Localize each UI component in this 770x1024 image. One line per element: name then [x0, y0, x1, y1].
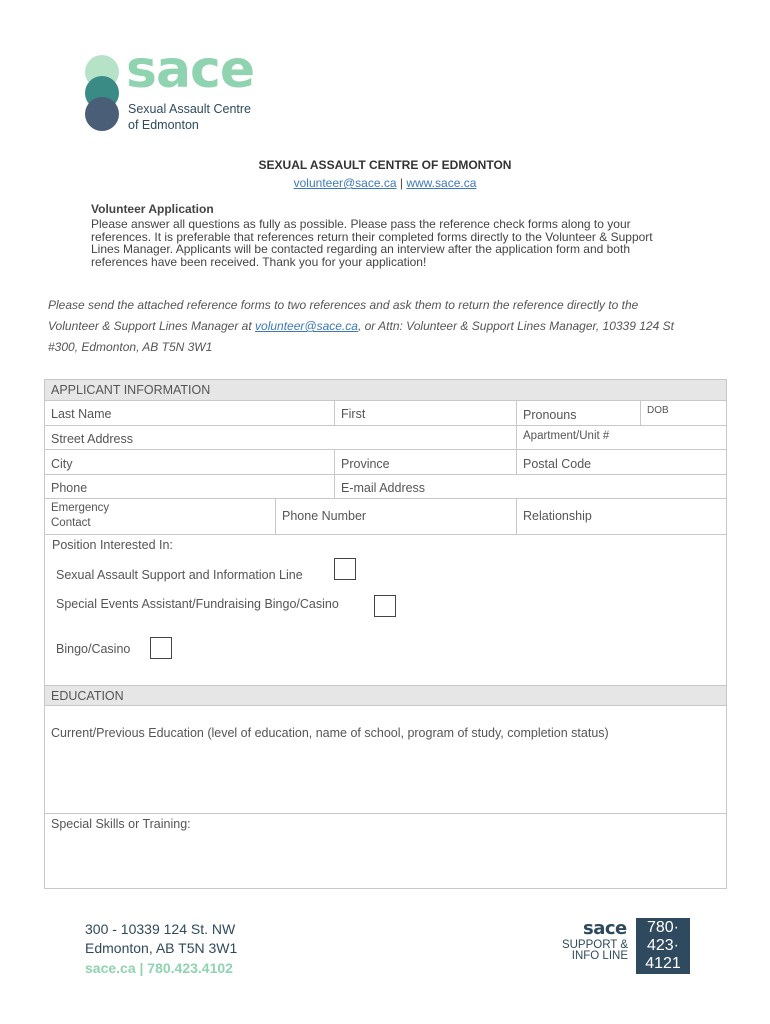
- dob-field[interactable]: [641, 401, 726, 426]
- emergency-contact-field[interactable]: [45, 499, 276, 535]
- pronouns-field[interactable]: [517, 401, 641, 426]
- footer-web-phone[interactable]: sace.ca | 780.423.4102: [85, 960, 233, 976]
- phone-field[interactable]: [45, 475, 335, 499]
- support-logo-line2: INFO LINE: [571, 950, 628, 962]
- emergency-phone-label: Phone Number: [282, 509, 367, 523]
- province-field[interactable]: [335, 450, 517, 475]
- support-logo-wordmark: sace: [583, 918, 627, 939]
- org-links: [0, 176, 770, 190]
- postal-code-label: Postal Code: [523, 457, 592, 471]
- relationship-field[interactable]: [517, 499, 726, 535]
- first-name-field[interactable]: [335, 401, 517, 426]
- org-title: SEXUAL ASSAULT CENTRE OF EDMONTON: [258, 158, 512, 172]
- email-link[interactable]: volunteer@sace.ca: [293, 176, 397, 190]
- support-phone-box: [636, 918, 690, 974]
- bingo-casino-checkbox[interactable]: [150, 637, 172, 659]
- support-phone-part1: 780·: [646, 919, 680, 936]
- logo-circle-bottom: [85, 97, 119, 131]
- intro-body: Please answer all questions as fully as possible. Please pass the reference check forms along to your references. It is preferable that references return their completed forms directly to the Volunteer & Support Lines Manager. Applicants will be contacted regarding an interview after the application form and both references have been received. Thank you for your application!: [91, 217, 653, 269]
- apartment-label: Apartment/Unit #: [523, 430, 610, 442]
- support-phone-part3: 4121: [645, 955, 681, 972]
- support-phone-part2: 423·: [646, 937, 680, 954]
- link-separator: |: [399, 176, 403, 190]
- emergency-phone-field[interactable]: [276, 499, 517, 535]
- street-address-label: Street Address: [51, 432, 133, 446]
- logo-wordmark: sace: [126, 40, 255, 100]
- emergency-label-line2: Contact: [51, 517, 91, 529]
- city-label: City: [51, 457, 73, 471]
- support-line-checkbox[interactable]: [334, 558, 356, 580]
- emergency-label-line1: Emergency: [51, 502, 110, 514]
- logo-subtitle-line1: Sexual Assault Centre: [128, 102, 251, 116]
- email-field[interactable]: [335, 475, 726, 499]
- education-section-header: EDUCATION: [45, 685, 726, 706]
- last-name-label: Last Name: [51, 407, 112, 421]
- pronouns-label: Pronouns: [523, 408, 577, 422]
- website-link[interactable]: www.sace.ca: [406, 176, 477, 190]
- city-field[interactable]: [45, 450, 335, 475]
- application-form: [44, 379, 727, 889]
- skills-field[interactable]: [45, 814, 726, 888]
- apartment-field[interactable]: [517, 426, 726, 450]
- instructions-part2: , or Attn: Volunteer & Support Lines Manager, 10339 124 St #300, Edmonton, AB T5N 3W1: [48, 319, 674, 354]
- instructions-part1: Please send the attached reference forms to two references and ask them to return the reference directly to the Volunteer & Support Lines Manager at: [48, 298, 639, 333]
- instructions-email-link[interactable]: volunteer@sace.ca: [255, 319, 358, 333]
- education-field[interactable]: [45, 706, 726, 814]
- last-name-field[interactable]: [45, 401, 335, 426]
- phone-label: Phone: [51, 481, 88, 495]
- street-address-field[interactable]: [45, 426, 517, 450]
- first-name-label: First: [341, 407, 366, 421]
- logo-subtitle-line2: of Edmonton: [128, 118, 199, 132]
- relationship-label: Relationship: [523, 509, 592, 523]
- position-option-special-events: Special Events Assistant/Fundraising Bingo/Casino: [56, 597, 339, 611]
- position-option-bingo-casino: Bingo/Casino: [56, 642, 131, 656]
- position-option-support-line: Sexual Assault Support and Information Line: [56, 568, 303, 582]
- applicant-section-header: APPLICANT INFORMATION: [45, 380, 726, 401]
- email-label: E-mail Address: [341, 481, 426, 495]
- reference-instructions: [48, 295, 688, 358]
- position-label: Position Interested In:: [52, 538, 173, 552]
- skills-label: Special Skills or Training:: [51, 817, 191, 831]
- intro-heading: Volunteer Application: [91, 202, 214, 216]
- province-label: Province: [341, 457, 390, 471]
- education-label: Current/Previous Education (level of education, name of school, program of study, completion status): [51, 726, 609, 740]
- special-events-checkbox[interactable]: [374, 595, 396, 617]
- dob-label: DOB: [647, 405, 669, 416]
- support-logo-line1: SUPPORT &: [561, 939, 628, 951]
- postal-code-field[interactable]: [517, 450, 726, 475]
- footer-address-line1: 300 - 10339 124 St. NW: [85, 921, 236, 937]
- footer-address-line2: Edmonton, AB T5N 3W1: [85, 940, 238, 956]
